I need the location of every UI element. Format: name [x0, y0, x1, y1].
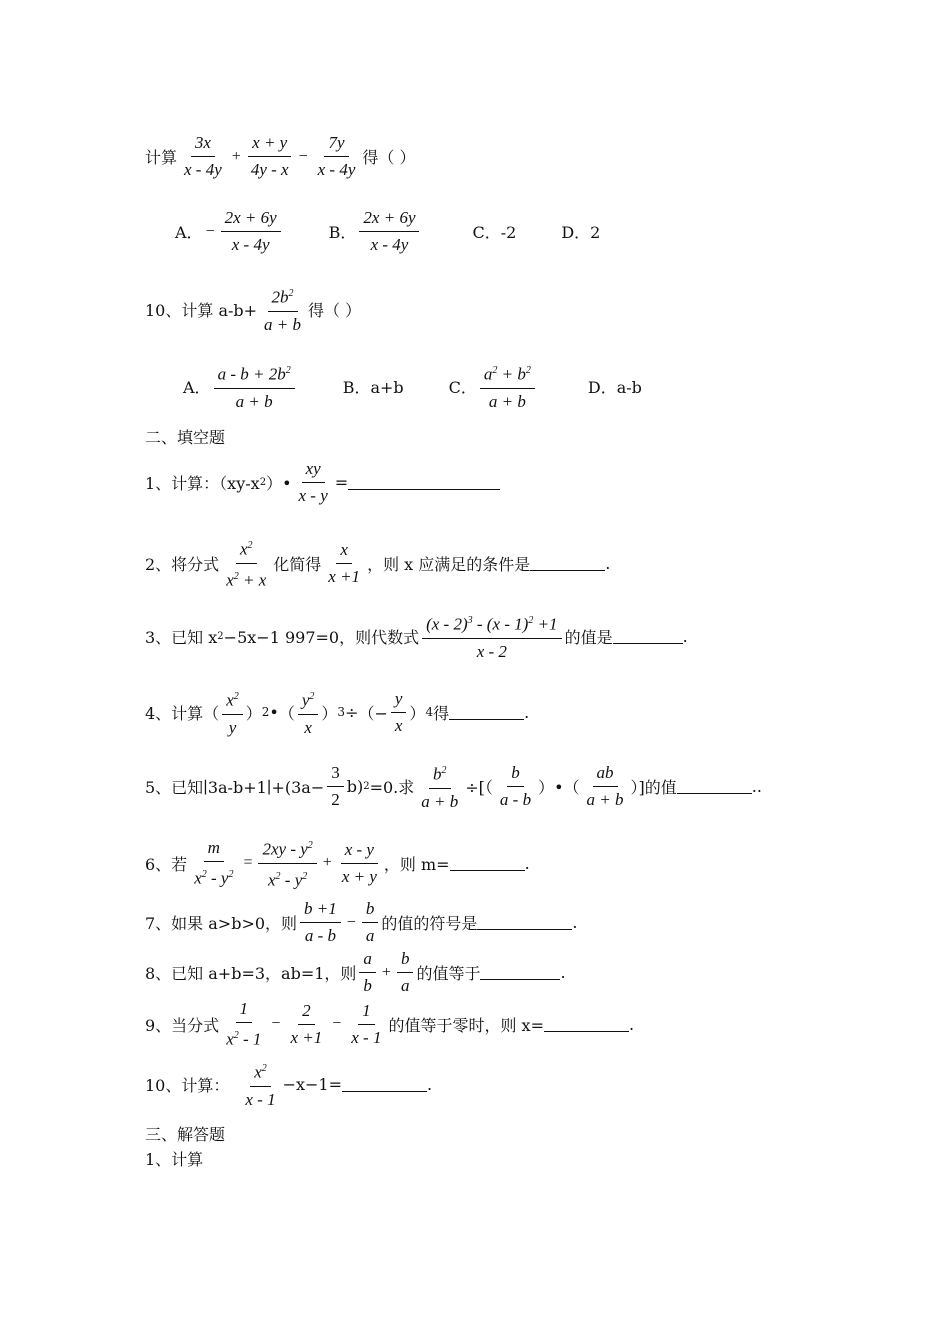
fill-10: 10、计算： $\frac{x^2}{x - 1}$ −x−1= . — [145, 1058, 432, 1111]
option-d: D．2 — [561, 223, 601, 242]
fill-2: 2、将分式 $\frac{x^2}{x^2 + x}$ 化简得 $\frac{x}{x +1}$ ，则 x 应满足的条件是 . — [145, 535, 610, 591]
question-10: 10、计算 a-b+ $\frac{2b^2}{a + b}$ 得（ ） — [145, 283, 361, 336]
fill-7: 7、如果 a>b>0，则 $\frac{b +1}{a - b}$ − $\frac{b}{a}$ 的值的符号是 . — [145, 899, 578, 945]
fraction: $\frac{x + y}{4y - x}$ — [247, 132, 293, 181]
solve-1: 1、计算 — [145, 1150, 204, 1169]
answer-blank[interactable] — [449, 705, 524, 720]
question-10-options — [183, 360, 642, 413]
fill-4: 4、计算（ $\frac{x^2}{y}$ ） 2 • （ $\frac{y^2}{x}$ ） 3 ÷ （− $\frac{y}{x}$ ） 4 得 . — [145, 686, 529, 739]
fill-1: 1、计算：（xy-x 2 ）• $\frac{xy}{x - y}$ = — [145, 458, 500, 507]
answer-blank[interactable] — [530, 556, 605, 571]
option-a: A． − $\frac{2x + 6y}{x - 4y}$ — [175, 207, 284, 256]
option-b: B． $\frac{2x + 6y}{x - 4y}$ — [329, 207, 423, 256]
fill-3: 3、已知 x 2 −5x−1 997=0，则代数式 $\frac{(x - 2)^3 - (x - 1)^2 +1}{x - 2}$ 的值是 . — [145, 610, 688, 663]
answer-blank[interactable] — [544, 1017, 629, 1032]
fill-8: 8、已知 a+b=3，ab=1，则 $\frac{a}{b}$ + $\frac{b}{a}$ 的值等于 . — [145, 949, 566, 995]
section-title-answer: 三、解答题 — [145, 1125, 226, 1144]
fill-5: 5、已知∣3a-b+1∣+(3a− $\frac{3}{2}$ b) 2 =0.求 $\frac{b^2}{a + b}$ ÷[（ $\frac{b}{a - b}$ ）•（ $\frac{ab}{a + b}$ ）]的值 .. — [145, 760, 762, 813]
option-c: C． $\frac{a^2 + b^2}{a + b}$ — [449, 360, 538, 413]
fill-6: 6、若 $\frac{m}{x^2 - y^2}$ = $\frac{2xy - y^2}{x^2 - y^2}$ + $\frac{x - y}{x + y}$ ，则 m= . — [145, 835, 530, 891]
answer-blank[interactable] — [613, 629, 683, 644]
option-b: B．a+b — [342, 377, 404, 397]
fraction: $\frac{3x}{x - 4y}$ — [184, 133, 222, 179]
option-c: C．-2 — [472, 223, 517, 242]
question-9: 计算 $\frac{3x}{x - 4y}$ + $\frac{x + y}{4y - x}$ − $\frac{7y}{x - 4y}$ 得（ ） — [145, 133, 416, 179]
section-title-fill-blanks: 二、填空题 — [145, 428, 226, 447]
q9-suffix: 得（ ） — [362, 148, 416, 167]
answer-blank[interactable] — [477, 915, 572, 930]
fraction: $\frac{7y}{x - 4y}$ — [317, 133, 356, 179]
answer-blank[interactable] — [677, 779, 752, 794]
question-9-options — [175, 207, 600, 256]
answer-blank[interactable] — [348, 475, 500, 490]
answer-blank[interactable] — [342, 1077, 427, 1092]
q9-prefix: 计算 — [145, 148, 178, 167]
answer-blank[interactable] — [450, 856, 525, 871]
fill-9: 9、当分式 $\frac{1}{x^2 - 1}$ − $\frac{2}{x +1}$ − $\frac{1}{x - 1}$ 的值等于零时，则 x= . — [145, 999, 635, 1049]
option-d: D．a-b — [587, 377, 642, 397]
fraction: $\frac{2b^2}{a + b}$ — [260, 283, 305, 336]
option-a: A． $\frac{a - b + 2b^2}{a + b}$ — [183, 360, 298, 413]
answer-blank[interactable] — [480, 965, 560, 980]
